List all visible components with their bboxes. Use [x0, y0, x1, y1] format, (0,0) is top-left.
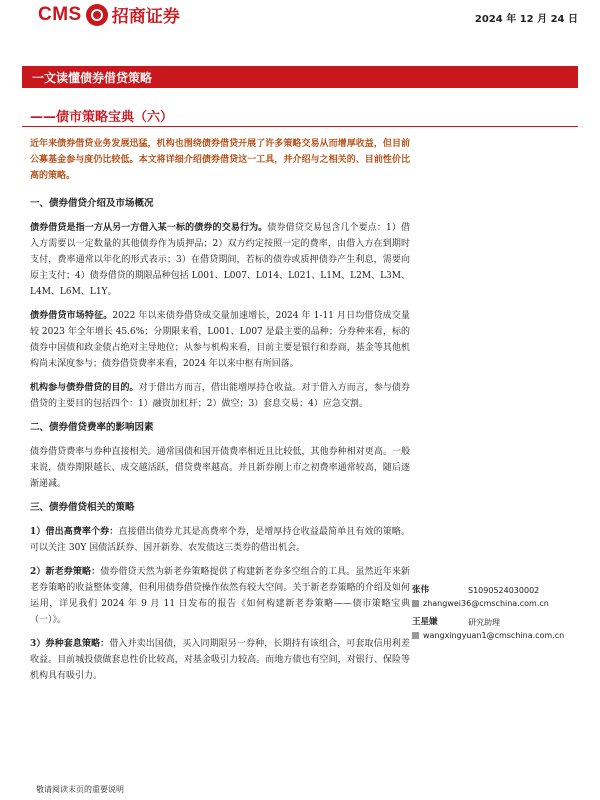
section-heading-2: 二、债券借贷费率的影响因素 [30, 422, 154, 433]
paragraph-lending-definition [30, 220, 410, 300]
paragraph-purpose [30, 380, 410, 412]
section-heading-3: 三、债券借贷相关的策略 [30, 502, 135, 513]
author-email[interactable]: wangxingyuan1@cmschina.com.cn [423, 631, 565, 640]
main-body [30, 190, 410, 692]
author-2 [412, 616, 578, 629]
footer-disclaimer: 敬请阅读末页的重要说明 [36, 785, 124, 794]
logo-badge-icon [86, 4, 108, 26]
paragraph-text: 债券借贷天然为新老券策略提供了构建新老券多空组合的工具。虽然近年来新老券策略的收益整体变薄，但利用债券借贷操作依然有较大空间。关于新老券策略的介绍及如何运用，详见我们 2024 年 9 月 11 日发布的报告《如何构建新老券策略——债市策略宝典（一）》。 [30, 567, 410, 625]
paragraph-lead: 债券借贷是指一方从另一方借入某一标的债券的交易行为。 [30, 223, 268, 233]
paragraph-strategy-carry [30, 636, 410, 684]
logo-company-name: 招商证券 [111, 7, 180, 27]
author-1 [412, 584, 578, 597]
paragraph-lead: 机构参与债券借贷的目的。 [30, 383, 139, 393]
title-banner [22, 66, 578, 88]
paragraph-lead: 1）借出高费率个券： [30, 527, 119, 537]
report-subtitle: ——债市策略宝典（六） [30, 110, 174, 125]
report-title: 一文读懂债券借贷策略 [32, 70, 153, 85]
paragraph-text: 2022 年以来债券借贷成交量加速增长，2024 年 1-11 月日均借贷成交量较 2023 年全年增长 45.6%；分期限来看，L001、L007 是最主要的品种；分券种来看，标的债券中国债和政金债占绝对主导地位；从参与机构来看，目前主要是银行和券商，基金等其他机构尚未深度参与；债券借贷费率来看，2024 年以来中枢有所回落。 [30, 311, 410, 369]
section-heading-1: 一、债券借贷介绍及市场概况 [30, 198, 154, 209]
logo-cms-text: CMS [38, 3, 82, 25]
cms-logo [38, 2, 180, 27]
report-date: 2024 年 12 月 24 日 [474, 14, 578, 25]
paragraph-strategy-new-old [30, 564, 410, 628]
paragraph-lead: 3）券种套息策略： [30, 639, 110, 649]
email-icon [412, 600, 419, 607]
paragraph-text: 债券借贷费率与券种直接相关。通常国债和国开债费率相近且比较低，其他券种相对更高。一般来说，债券期限越长、成交越活跃，借贷费率越高。并且新券刚上市之初费率通常较高，随后逐渐递减。 [30, 447, 410, 489]
author-email-row [412, 597, 578, 610]
paragraph-lead: 2）新老券策略： [30, 567, 101, 577]
author-name: 张伟 [412, 585, 430, 595]
paragraph-text: 借入并卖出国债，买入同期限另一券种，长期持有该组合，可套取信用利差收益。目前城投债做套息性价比较高，对基金吸引力较高。而地方债也有空间，对银行、保险等机构具有吸引力。 [30, 639, 410, 681]
paragraph-market-features [30, 308, 410, 372]
author-title: 研究助理 [468, 618, 500, 627]
author-name: 王星嫌 [412, 617, 438, 627]
paragraph-text: 对于借出方而言，借出能增厚持仓收益。对于借入方而言，参与债券借贷的主要目的包括四个：1）融资加杠杆；2）做空；3）套息交易；4）应急交割。 [30, 383, 410, 409]
title-divider [22, 126, 578, 127]
author-cert-id: S1090524030002 [468, 586, 540, 595]
author-email[interactable]: zhangwei36@cmschina.com.cn [423, 599, 549, 608]
paragraph-fee-factors [30, 444, 410, 492]
author-panel [412, 584, 578, 642]
author-email-row [412, 629, 578, 642]
paragraph-lead: 债券借贷市场特征。 [30, 311, 113, 321]
email-icon [412, 632, 419, 639]
abstract: 近年来债券借贷业务发展迅猛，机构也围绕债券借贷开展了许多策略交易从而增厚收益，但目前公募基金参与度仍比较低。本文将详细介绍债券借贷这一工具，并介绍与之相关的、目前性价比高的策略。 [30, 139, 410, 181]
paragraph-text: 债券借贷交易包含几个要点：1）借入方需要以一定数量的其他债券作为质押品；2）双方约定按照一定的费率，由借入方在到期时支付，费率通常以年化的形式表示；3）在借贷期间，若标的债券或质押债券产生利息，需要向原主支付；4）债券借贷的期限品种包括 L001、L007、L014、L021、L1M、L2M、L3M、L4M、L6M、L1Y。 [30, 223, 410, 297]
paragraph-strategy-lend-out [30, 524, 410, 556]
page-header [0, 0, 600, 30]
paragraph-text: 直接借出债券尤其是高费率个券，是增厚持仓收益最简单且有效的策略。可以关注 30Y 国债活跃券、国开新券、农发债这三类券的借出机会。 [30, 527, 410, 553]
